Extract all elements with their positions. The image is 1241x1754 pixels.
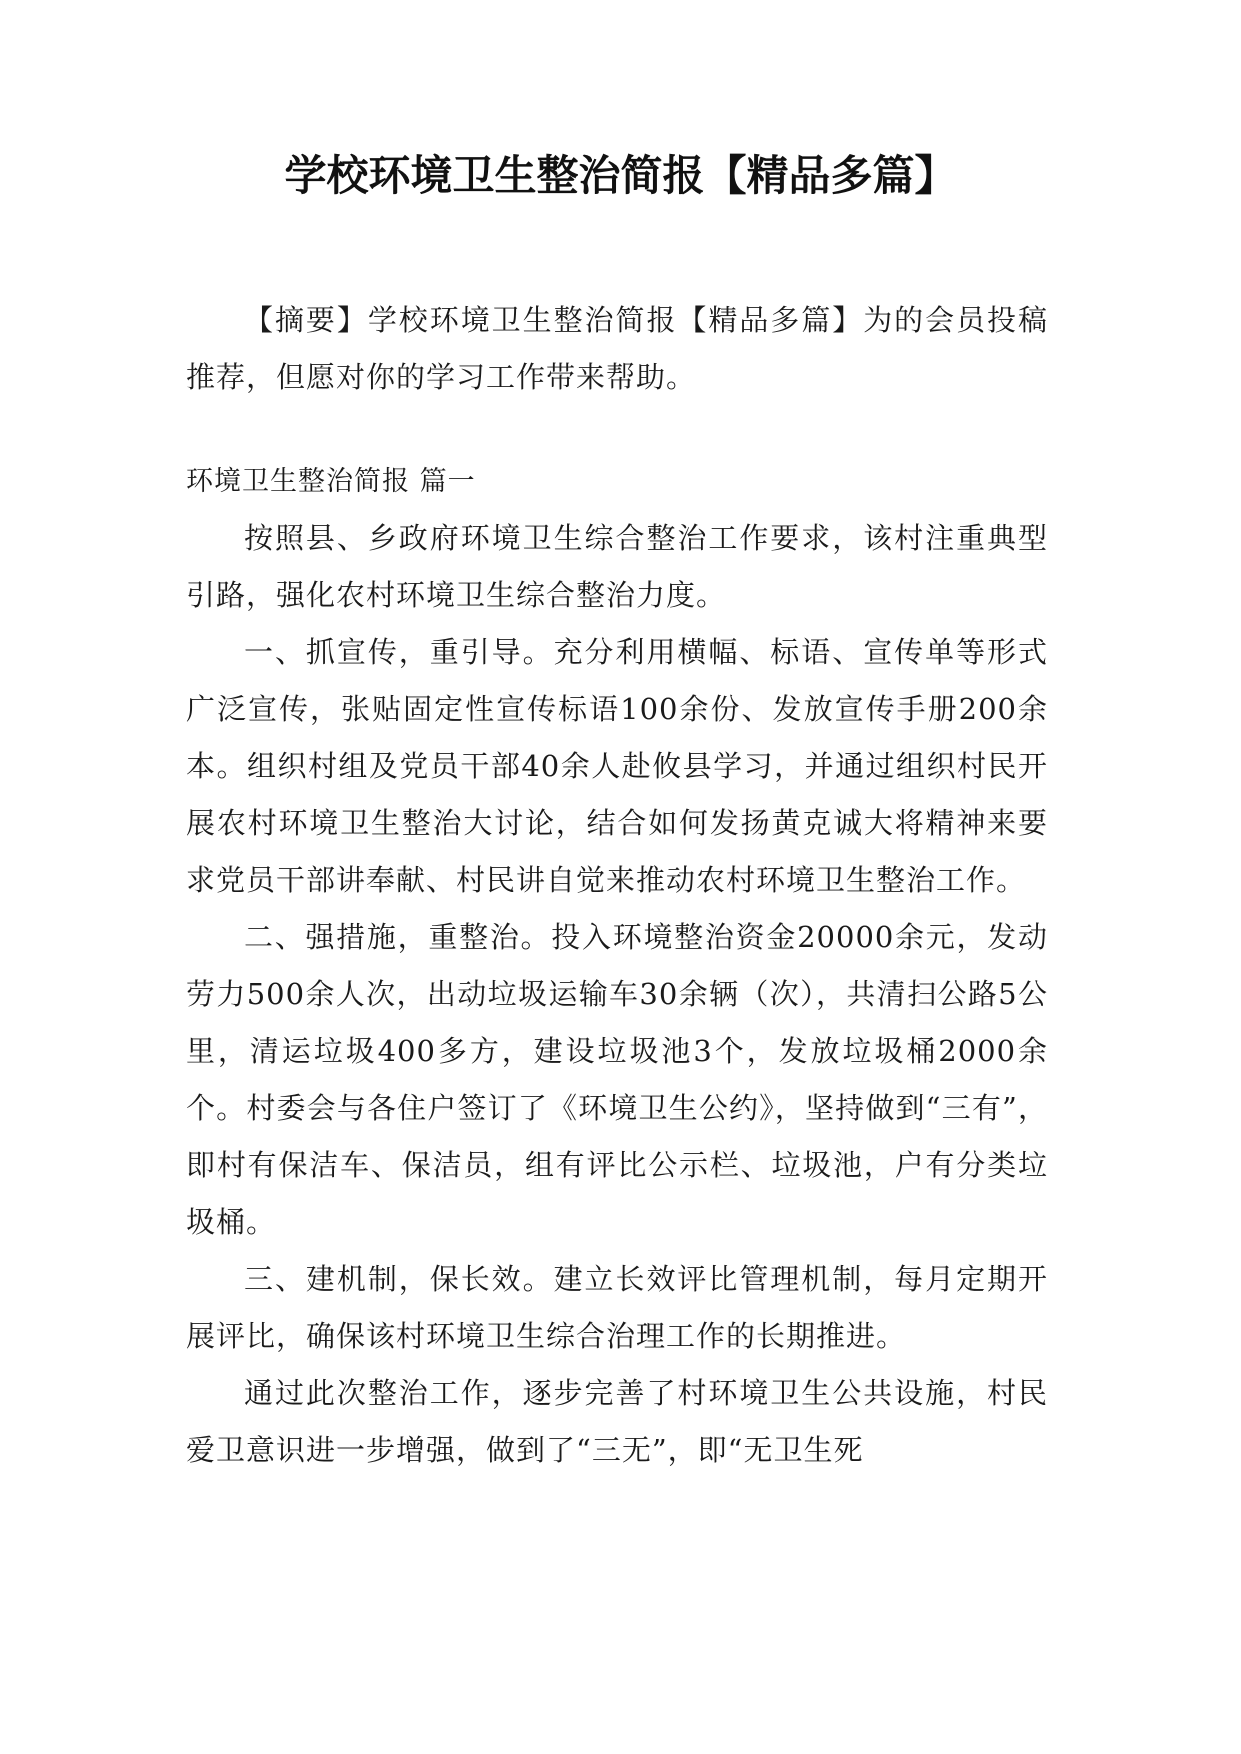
body-paragraph: 一、抓宣传，重引导。充分利用横幅、标语、宣传单等形式广泛宣传，张贴固定性宣传标语100余份、发放宣传手册200余本。组织村组及党员干部40余人赴攸县学习，并通过组织村民开展农村环境卫生整治大讨论，结合如何发扬黄克诚大将精神来要求党员干部讲奉献、村民讲自觉来推动农村环境卫生整治工作。 [186,635,1048,897]
document-title: 学校环境卫生整治简报【精品多篇】 [284,151,957,200]
body-paragraph: 三、建机制，保长效。建立长效评比管理机制，每月定期开展评比，确保该村环境卫生综合治理工作的长期推进。 [186,1262,1048,1353]
section-heading: 环境卫生整治简报 篇一 [186,466,476,497]
abstract-paragraph: 【摘要】学校环境卫生整治简报【精品多篇】为的会员投稿推荐，但愿对你的学习工作带来帮助。 [186,303,1048,394]
body-paragraph: 通过此次整治工作，逐步完善了村环境卫生公共设施，村民爱卫意识进一步增强，做到了“三无”，即“无卫生死 [186,1376,1048,1467]
document-body [186,292,1048,1479]
body-paragraph: 二、强措施，重整治。投入环境整治资金20000余元，发动劳力500余人次，出动垃圾运输车30余辆（次），共清扫公路5公里，清运垃圾400多方，建设垃圾池3个，发放垃圾桶2000余个。村委会与各住户签订了《环境卫生公约》，坚持做到“三有”，即村有保洁车、保洁员，组有评比公示栏、垃圾池，户有分类垃圾桶。 [186,920,1048,1239]
body-paragraph: 按照县、乡政府环境卫生综合整治工作要求，该村注重典型引路，强化农村环境卫生综合整治力度。 [186,521,1048,612]
